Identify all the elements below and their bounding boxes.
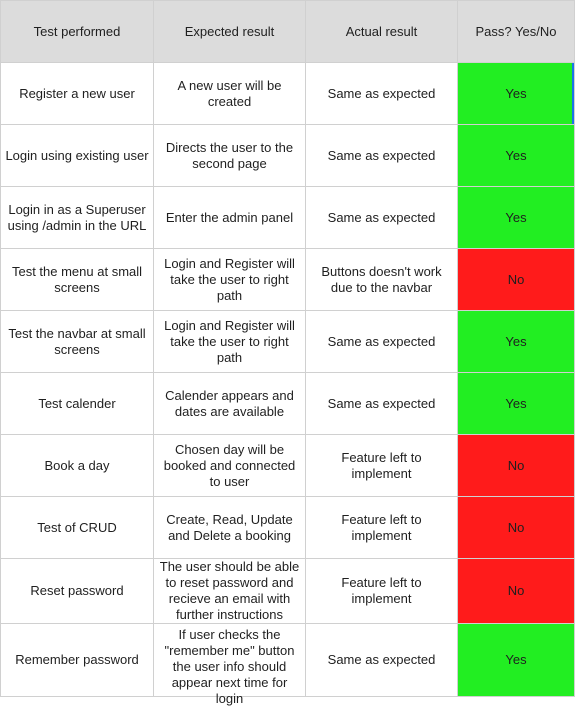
cell-expected[interactable]: Login and Register will take the user to right path <box>154 311 306 373</box>
cell-test[interactable]: Book a day <box>1 435 154 497</box>
cell-expected[interactable]: Directs the user to the second page <box>154 125 306 187</box>
cell-pass[interactable]: No <box>458 497 575 559</box>
table-row <box>1 249 575 311</box>
cell-expected-text: The user should be able to reset password and recieve an email with further instructions <box>159 559 300 622</box>
cell-actual[interactable]: Same as expected <box>306 311 458 373</box>
header-expected-result[interactable]: Expected result <box>154 1 306 63</box>
cell-actual[interactable]: Feature left to implement <box>306 497 458 559</box>
header-actual-result[interactable]: Actual result <box>306 1 458 63</box>
cell-expected[interactable]: Chosen day will be booked and connected to user <box>154 435 306 497</box>
cell-expected-text: If user checks the "remember me" button the user info should appear next time for login <box>164 627 295 706</box>
table-row <box>1 373 575 435</box>
cell-actual[interactable]: Same as expected <box>306 187 458 249</box>
cell-pass[interactable]: No <box>458 559 575 624</box>
cell-test[interactable]: Login in as a Superuser using /admin in the URL <box>1 187 154 249</box>
header-row <box>1 1 575 63</box>
cell-test[interactable]: Login using existing user <box>1 125 154 187</box>
cell-expected[interactable] <box>154 559 306 624</box>
table-row <box>1 187 575 249</box>
cell-test[interactable]: Reset password <box>1 559 154 624</box>
cell-pass[interactable]: Yes <box>458 373 575 435</box>
cell-pass[interactable]: No <box>458 249 575 311</box>
cell-actual[interactable]: Feature left to implement <box>306 435 458 497</box>
cell-actual[interactable]: Buttons doesn't work due to the navbar <box>306 249 458 311</box>
cell-test[interactable]: Test the navbar at small screens <box>1 311 154 373</box>
cell-pass[interactable]: Yes <box>458 311 575 373</box>
cell-expected[interactable]: Create, Read, Update and Delete a booking <box>154 497 306 559</box>
cell-actual[interactable]: Feature left to implement <box>306 559 458 624</box>
cell-expected[interactable] <box>154 624 306 706</box>
header-pass[interactable]: Pass? Yes/No <box>458 1 575 63</box>
cell-test[interactable]: Remember password <box>1 624 154 697</box>
cell-expected[interactable]: Calender appears and dates are available <box>154 373 306 435</box>
cell-pass[interactable]: Yes <box>458 187 575 249</box>
cell-pass[interactable]: Yes <box>458 63 575 125</box>
cell-actual[interactable]: Same as expected <box>306 624 458 697</box>
cell-actual[interactable]: Same as expected <box>306 125 458 187</box>
table-row <box>1 435 575 497</box>
table-row <box>1 497 575 559</box>
cell-pass[interactable]: Yes <box>458 624 575 697</box>
table-row <box>1 311 575 373</box>
cell-pass[interactable]: Yes <box>458 125 575 187</box>
cell-actual[interactable]: Same as expected <box>306 63 458 125</box>
cell-pass[interactable]: No <box>458 435 575 497</box>
cell-selection-indicator <box>572 63 574 124</box>
cell-actual[interactable]: Same as expected <box>306 373 458 435</box>
cell-test[interactable]: Test of CRUD <box>1 497 154 559</box>
cell-test[interactable]: Test calender <box>1 373 154 435</box>
cell-expected[interactable]: Login and Register will take the user to right path <box>154 249 306 311</box>
cell-expected[interactable]: Enter the admin panel <box>154 187 306 249</box>
cell-test[interactable]: Register a new user <box>1 63 154 125</box>
table-row <box>1 63 575 125</box>
table-row <box>1 559 575 624</box>
cell-expected[interactable]: A new user will be created <box>154 63 306 125</box>
table-row <box>1 125 575 187</box>
table-row <box>1 624 575 697</box>
header-test-performed[interactable]: Test performed <box>1 1 154 63</box>
cell-test[interactable]: Test the menu at small screens <box>1 249 154 311</box>
